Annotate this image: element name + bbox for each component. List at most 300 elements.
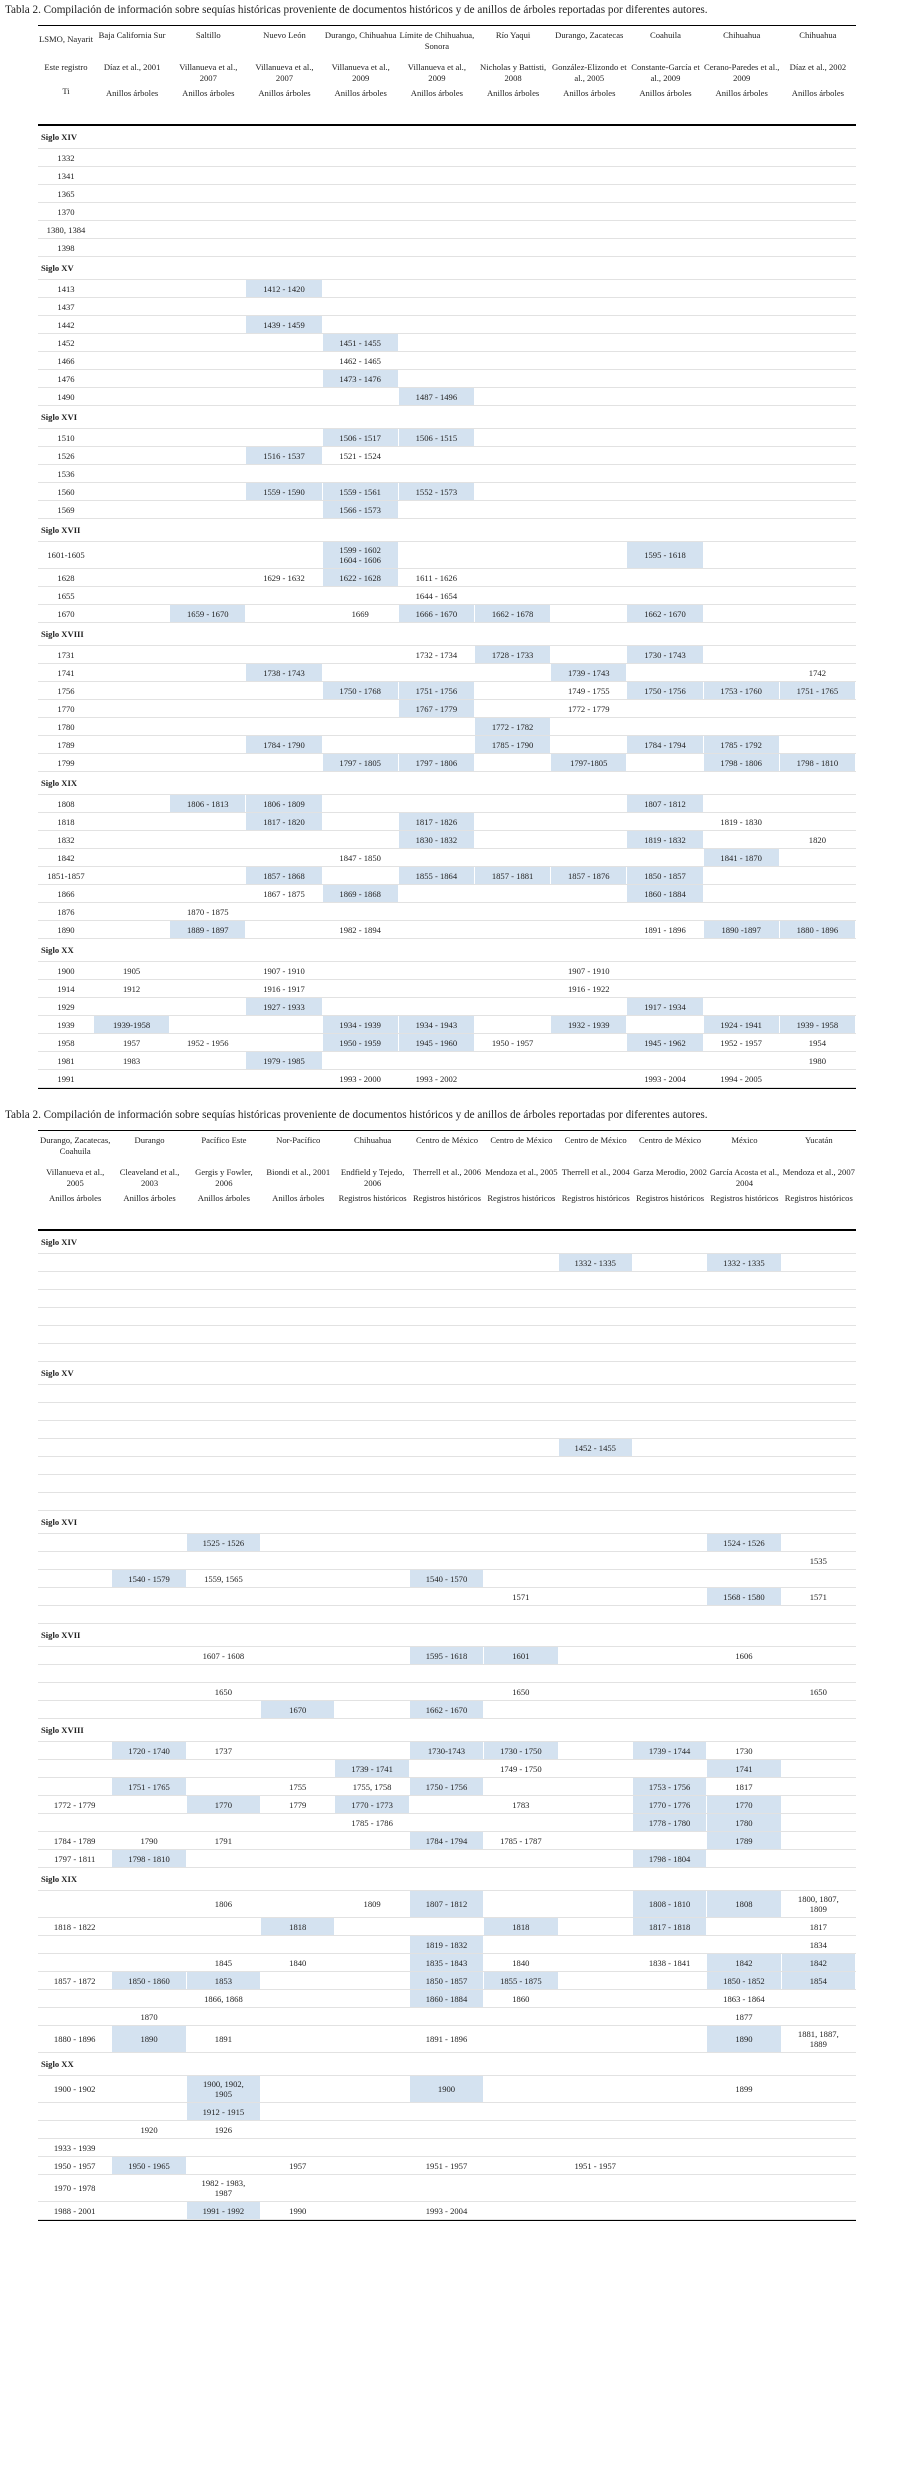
century-label: Siglo XVI [41, 1517, 78, 1527]
data-cell [246, 465, 321, 482]
table-row [38, 2103, 856, 2121]
table-row [38, 795, 856, 813]
data-cell [551, 483, 626, 500]
data-cell [335, 1832, 408, 1849]
data-cell [94, 239, 169, 256]
data-cell [484, 1570, 557, 1587]
data-cell [484, 1308, 557, 1325]
data-cell: 1738 - 1743 [246, 664, 321, 681]
data-cell [627, 149, 702, 166]
data-cell: 1629 - 1632 [263, 572, 305, 583]
data-cell: 1451 - 1455 [323, 334, 398, 351]
data-cell: 1863 - 1864 [723, 1993, 765, 2004]
table-row [38, 429, 856, 447]
data-cell [780, 280, 855, 297]
table-row [38, 1290, 856, 1308]
data-cell [780, 903, 855, 920]
header-author: Villanueva et al., 2005 [46, 1167, 105, 1188]
data-cell [627, 718, 702, 735]
data-cell [707, 1421, 780, 1438]
data-cell [782, 1308, 855, 1325]
data-cell [484, 1290, 557, 1307]
year-cell: 1341 [57, 170, 75, 181]
table-row [38, 447, 856, 465]
data-cell [261, 2139, 334, 2156]
data-cell [94, 298, 169, 315]
data-cell [704, 867, 779, 884]
year-cell: 1476 [57, 373, 75, 384]
data-cell [335, 1344, 408, 1361]
data-cell [551, 795, 626, 812]
table-row [38, 1972, 856, 1990]
data-cell [780, 429, 855, 446]
table-row [38, 352, 856, 370]
data-cell [410, 2139, 483, 2156]
data-cell [707, 1385, 780, 1402]
data-cell [551, 885, 626, 902]
data-cell [475, 239, 550, 256]
data-cell [704, 370, 779, 387]
data-cell [187, 1326, 260, 1343]
data-cell [112, 1647, 185, 1664]
data-cell [704, 587, 779, 604]
data-cell [559, 2175, 632, 2201]
data-cell [38, 1990, 111, 2007]
data-cell [94, 867, 169, 884]
data-cell [707, 2175, 780, 2201]
data-cell [187, 1850, 260, 1867]
data-cell [475, 831, 550, 848]
data-cell [559, 1272, 632, 1289]
table-row [38, 646, 856, 664]
data-cell [707, 1439, 780, 1456]
header-region: Durango, Chihuahua [324, 30, 397, 40]
data-cell [484, 1891, 557, 1917]
data-cell: 1772 - 1779 [53, 1799, 96, 1810]
data-cell [484, 1814, 557, 1831]
data-cell [633, 1439, 706, 1456]
data-cell: 1819 - 1832 [627, 831, 702, 848]
data-cell: 1412 - 1420 [246, 280, 321, 297]
data-cell [559, 1972, 632, 1989]
data-cell: 1840 [512, 1957, 530, 1968]
data-cell: 1784 - 1790 [246, 736, 321, 753]
data-cell: 1891 [214, 2034, 232, 2044]
data-cell [94, 483, 169, 500]
data-cell [170, 885, 245, 902]
data-cell [261, 1344, 334, 1361]
data-cell [38, 1439, 111, 1456]
data-cell [335, 1534, 408, 1551]
data-cell [261, 1403, 334, 1420]
data-cell [551, 1070, 626, 1087]
data-cell [335, 2026, 408, 2052]
year-cell: 1866 [57, 888, 75, 899]
data-cell [246, 334, 321, 351]
data-cell [335, 2008, 408, 2025]
data-cell [38, 1606, 111, 1623]
data-cell: 1912 - 1915 [187, 2103, 260, 2120]
table-row [38, 903, 856, 921]
data-cell [112, 2076, 185, 2102]
data-cell: 1866, 1868 [204, 1993, 243, 2004]
data-cell [170, 682, 245, 699]
data-cell [551, 831, 626, 848]
data-cell: 1860 - 1884 [627, 885, 702, 902]
data-cell [704, 885, 779, 902]
data-cell [170, 316, 245, 333]
data-cell [633, 1683, 706, 1700]
data-cell [246, 542, 321, 568]
data-cell [633, 1403, 706, 1420]
data-cell: 1990 [289, 2205, 307, 2216]
header-region: Chihuahua [799, 30, 837, 40]
data-cell [475, 542, 550, 568]
data-cell [559, 1683, 632, 1700]
year-cell: 1900 [57, 965, 75, 976]
table-row [38, 2139, 856, 2157]
data-cell [704, 646, 779, 663]
year-cell: 1670 [57, 608, 75, 619]
data-cell [170, 867, 245, 884]
data-cell [704, 542, 779, 568]
data-cell [704, 167, 779, 184]
data-cell [551, 429, 626, 446]
data-cell [261, 1742, 334, 1759]
century-label: Siglo XVIII [41, 1725, 84, 1735]
data-cell [399, 316, 474, 333]
data-cell [633, 1701, 706, 1718]
data-cell [261, 1683, 334, 1700]
data-cell [410, 1403, 483, 1420]
data-cell: 1857 - 1872 [53, 1975, 96, 1986]
data-cell [246, 587, 321, 604]
data-cell [261, 1439, 334, 1456]
data-cell [246, 185, 321, 202]
header-record-type: Registros históricos [487, 1193, 556, 1203]
data-cell [170, 334, 245, 351]
data-cell [780, 542, 855, 568]
data-cell [633, 1421, 706, 1438]
data-cell [399, 298, 474, 315]
header-record-type: Anillos árboles [105, 88, 159, 98]
data-cell: 1857 - 1868 [246, 867, 321, 884]
data-cell [170, 849, 245, 866]
year-cell: 1332 [57, 152, 75, 163]
data-cell: 1855 - 1864 [399, 867, 474, 884]
data-cell [246, 831, 321, 848]
data-cell [335, 1439, 408, 1456]
data-cell: 1850 - 1857 [627, 867, 702, 884]
data-cell [633, 2139, 706, 2156]
data-cell: 1730 - 1750 [484, 1742, 557, 1759]
data-cell [94, 185, 169, 202]
data-cell: 1924 - 1941 [704, 1016, 779, 1033]
data-cell [484, 2175, 557, 2201]
data-cell [633, 1552, 706, 1569]
data-cell: 1779 [289, 1799, 307, 1810]
data-cell: 1785 - 1787 [500, 1835, 542, 1846]
table-row [38, 1457, 856, 1475]
table-row [38, 239, 856, 257]
data-cell [112, 1665, 185, 1682]
data-cell [246, 1016, 321, 1033]
data-cell [704, 447, 779, 464]
data-cell [335, 1683, 408, 1700]
data-cell [780, 334, 855, 351]
data-cell [627, 447, 702, 464]
year-cell: 1560 [57, 486, 75, 497]
data-cell [246, 388, 321, 405]
century-label: Siglo XX [41, 945, 74, 955]
table-row [38, 1990, 856, 2008]
data-cell [633, 1254, 706, 1271]
data-cell [551, 185, 626, 202]
data-cell [38, 1701, 111, 1718]
header-author: Nicholas y Battisti, 2008 [480, 62, 547, 83]
data-cell [633, 1475, 706, 1492]
century-row [38, 519, 856, 542]
data-cell [170, 700, 245, 717]
data-cell [246, 298, 321, 315]
data-cell [780, 203, 855, 220]
header-author: Therrell et al., 2006 [412, 1167, 481, 1177]
data-cell: 1753 - 1760 [704, 682, 779, 699]
data-cell [261, 1647, 334, 1664]
header-region: Centro de México [639, 1135, 702, 1145]
data-cell [475, 149, 550, 166]
data-cell: 1730 [735, 1745, 753, 1756]
data-cell [559, 1606, 632, 1623]
data-cell [335, 1918, 408, 1935]
data-cell: 1819 - 1832 [410, 1936, 483, 1953]
data-cell [782, 2121, 855, 2138]
data-cell [410, 1254, 483, 1271]
data-cell [335, 1606, 408, 1623]
data-cell [323, 203, 398, 220]
data-cell [187, 1254, 260, 1271]
data-cell: 1970 - 1978 [53, 2183, 96, 2193]
data-cell [782, 1701, 855, 1718]
data-cell [187, 1385, 260, 1402]
data-cell [399, 447, 474, 464]
data-cell [261, 1832, 334, 1849]
data-cell [246, 429, 321, 446]
data-cell [707, 1290, 780, 1307]
data-cell: 1957 [123, 1037, 141, 1048]
data-cell: 1994 - 2005 [720, 1073, 762, 1084]
data-cell: 1741 [707, 1760, 780, 1777]
data-cell: 1797 - 1806 [399, 754, 474, 771]
data-cell [704, 429, 779, 446]
data-cell [707, 1344, 780, 1361]
data-cell [559, 1457, 632, 1474]
data-cell [94, 1070, 169, 1087]
data-cell: 1979 - 1985 [246, 1052, 321, 1069]
data-cell: 1934 - 1943 [399, 1016, 474, 1033]
data-cell [187, 1606, 260, 1623]
data-cell [112, 1796, 185, 1813]
table-row [38, 1272, 856, 1290]
data-cell [627, 569, 702, 586]
header-region: Nuevo León [263, 30, 306, 40]
table-row [38, 813, 856, 831]
data-cell [335, 2175, 408, 2201]
drought-table-2 [38, 1130, 856, 2221]
data-cell [410, 1326, 483, 1343]
data-cell [399, 921, 474, 938]
data-cell [559, 1990, 632, 2007]
data-cell [94, 334, 169, 351]
data-cell [335, 2157, 408, 2174]
data-cell [551, 569, 626, 586]
data-cell: 1650 [512, 1686, 530, 1697]
year-cell: 1770 [57, 703, 75, 714]
data-cell [780, 980, 855, 997]
data-cell [112, 2139, 185, 2156]
data-cell [707, 1403, 780, 1420]
data-cell: 1809 [363, 1899, 381, 1909]
data-cell [187, 1457, 260, 1474]
data-cell [246, 849, 321, 866]
data-cell [551, 465, 626, 482]
header-label-first-col: Ti [62, 86, 70, 96]
data-cell [707, 1552, 780, 1569]
table-row [38, 1326, 856, 1344]
data-cell [633, 1534, 706, 1551]
header-label-first-col: Este registro [44, 62, 88, 72]
data-cell [261, 1493, 334, 1510]
data-cell [633, 1606, 706, 1623]
data-cell [475, 429, 550, 446]
header-region: Límite de Chihuahua, Sonora [399, 30, 475, 51]
data-cell [627, 849, 702, 866]
data-cell [707, 2139, 780, 2156]
data-cell [704, 203, 779, 220]
data-cell [484, 1552, 557, 1569]
data-cell [38, 1308, 111, 1325]
data-cell: 1877 [735, 2011, 753, 2022]
data-cell: 1855 - 1875 [484, 1972, 557, 1989]
data-cell [38, 1403, 111, 1420]
data-cell [707, 2121, 780, 2138]
data-cell [410, 2175, 483, 2201]
data-cell [94, 352, 169, 369]
data-cell [551, 149, 626, 166]
year-cell: 1789 [57, 739, 75, 750]
data-cell [246, 221, 321, 238]
century-label: Siglo XV [41, 263, 74, 273]
year-cell: 1981 [57, 1055, 75, 1066]
data-cell [38, 1552, 111, 1569]
data-cell [261, 1308, 334, 1325]
data-cell: 1806 - 1809 [246, 795, 321, 812]
data-cell [782, 1760, 855, 1777]
table-row [38, 167, 856, 185]
data-cell [94, 921, 169, 938]
data-cell: 1954 [808, 1037, 826, 1048]
data-cell [551, 167, 626, 184]
data-cell [187, 1403, 260, 1420]
data-cell [551, 388, 626, 405]
data-cell [627, 388, 702, 405]
header-region: Pacífico Este [201, 1135, 247, 1145]
data-cell [475, 280, 550, 297]
data-cell [246, 1070, 321, 1087]
data-cell [323, 388, 398, 405]
data-cell [112, 1344, 185, 1361]
data-cell [187, 1475, 260, 1492]
data-cell [633, 2008, 706, 2025]
data-cell: 1934 - 1939 [323, 1016, 398, 1033]
year-cell: 1939 [57, 1019, 75, 1030]
data-cell [551, 447, 626, 464]
data-cell [94, 501, 169, 518]
data-cell: 1770 [707, 1796, 780, 1813]
data-cell [627, 316, 702, 333]
data-cell [782, 1290, 855, 1307]
data-cell [704, 185, 779, 202]
data-cell [780, 167, 855, 184]
data-cell [38, 1290, 111, 1307]
header-author: Constante-García et al., 2009 [631, 62, 700, 83]
data-cell [780, 605, 855, 622]
data-cell [170, 483, 245, 500]
data-cell [187, 1552, 260, 1569]
data-cell [261, 1850, 334, 1867]
data-cell [410, 1421, 483, 1438]
data-cell [94, 447, 169, 464]
century-row [38, 126, 856, 149]
table-row [38, 1534, 856, 1552]
header-region: Centro de México [490, 1135, 553, 1145]
data-cell [633, 1570, 706, 1587]
data-cell [410, 1814, 483, 1831]
table-row [38, 1070, 856, 1088]
data-cell [707, 1326, 780, 1343]
data-cell [559, 1701, 632, 1718]
data-cell [780, 587, 855, 604]
data-cell [559, 1326, 632, 1343]
data-cell: 1850 - 1860 [112, 1972, 185, 1989]
data-cell: 1755 [289, 1781, 307, 1792]
data-cell [335, 1403, 408, 1420]
data-cell [399, 542, 474, 568]
data-cell [559, 1814, 632, 1831]
data-cell [551, 849, 626, 866]
header-author: Villanueva et al., 2007 [255, 62, 314, 83]
data-cell [410, 1683, 483, 1700]
data-cell [170, 754, 245, 771]
data-cell [551, 221, 626, 238]
year-cell: 1510 [57, 432, 75, 443]
data-cell [782, 1850, 855, 1867]
data-cell [484, 1326, 557, 1343]
table-row [38, 718, 856, 736]
table-row [38, 542, 856, 569]
data-cell [399, 280, 474, 297]
data-cell [475, 447, 550, 464]
data-cell [410, 1918, 483, 1935]
header-record-type: Registros históricos [636, 1193, 705, 1203]
data-cell [323, 587, 398, 604]
data-cell [335, 1936, 408, 1953]
data-cell: 1737 [214, 1745, 232, 1756]
data-cell [484, 2103, 557, 2120]
data-cell [94, 370, 169, 387]
data-cell [782, 1385, 855, 1402]
data-cell [551, 298, 626, 315]
